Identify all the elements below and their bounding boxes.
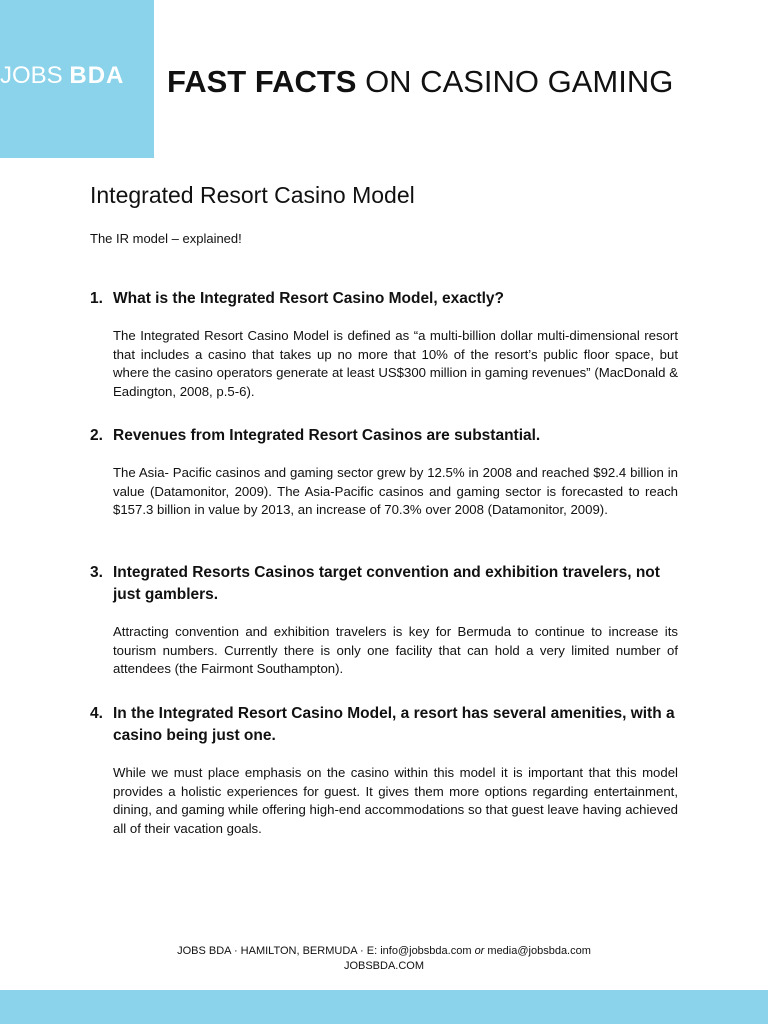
logo: [0, 62, 154, 90]
page-title: Integrated Resort Casino Model: [90, 182, 415, 208]
fact-number: 1.: [90, 290, 103, 307]
page-subtitle: The IR model – explained!: [90, 231, 242, 246]
header-title: [167, 64, 673, 100]
fact-number: 2.: [90, 427, 103, 444]
footer-bar: [0, 990, 768, 1024]
footer-or: or: [474, 945, 485, 957]
footer-contact-suffix: media@jobsbda.com: [484, 945, 591, 957]
fact-body: While we must place emphasis on the casino within this model it is important that this model provides a holistic experiences for guest. It gives them more options regarding entertainment, dining, and gaming while offering high-end accommodations so that guest leave having achieved all of their vacation goals.: [113, 765, 678, 836]
logo-jobs: JOBS: [0, 62, 63, 89]
fact-heading: [90, 288, 678, 310]
fact-item: [90, 288, 678, 401]
fact-heading: [90, 562, 678, 606]
fact-item: [90, 562, 678, 679]
fact-body: The Asia- Pacific casinos and gaming sector grew by 12.5% in 2008 and reached $92.4 billion in value (Datamonitor, 2009). The Asia-Pacific casinos and gaming sector is forecasted to reach $157.3 billion in value by 2013, an increase of 70.3% over 2008 (Datamonitor, 2009).: [113, 465, 678, 518]
header-title-bold: FAST FACTS: [167, 64, 357, 99]
footer-contact-prefix: JOBS BDA · HAMILTON, BERMUDA · E: info@jobsbda.com: [177, 945, 475, 957]
footer-website: JOBSBDA.COM: [343, 960, 425, 972]
footer: [0, 944, 768, 974]
footer-contact-line: [0, 944, 768, 959]
logo-block: [0, 0, 154, 158]
fact-item: [90, 425, 678, 520]
fact-body: Attracting convention and exhibition travelers is key for Bermuda to continue to increase its tourism numbers. Currently there is only one facility that can hold a very limited number of attendees (the Fairmont Southampton).: [113, 624, 678, 677]
fact-heading: [90, 425, 678, 447]
fact-number: 3.: [90, 564, 103, 581]
fact-item: [90, 703, 678, 838]
fact-body: The Integrated Resort Casino Model is defined as “a multi-billion dollar multi-dimensional resort that includes a casino that takes up no more that 10% of the resort’s public floor space, but where the casino operators generate at least US$300 million in gaming revenues” (MacDonald & Eadington, 2008, p.5-6).: [113, 328, 678, 399]
header-title-rest: ON CASINO GAMING: [356, 64, 674, 99]
fact-heading-text: In the Integrated Resort Casino Model, a resort has several amenities, with a casino being just one.: [113, 705, 675, 744]
fact-heading-text: What is the Integrated Resort Casino Model, exactly?: [113, 290, 505, 307]
fact-heading: [90, 703, 678, 747]
logo-bda: BDA: [69, 62, 125, 89]
fact-number: 4.: [90, 705, 103, 722]
fact-heading-text: Revenues from Integrated Resort Casinos are substantial.: [113, 427, 541, 444]
fact-heading-text: Integrated Resorts Casinos target convention and exhibition travelers, not just gamblers.: [113, 564, 660, 603]
